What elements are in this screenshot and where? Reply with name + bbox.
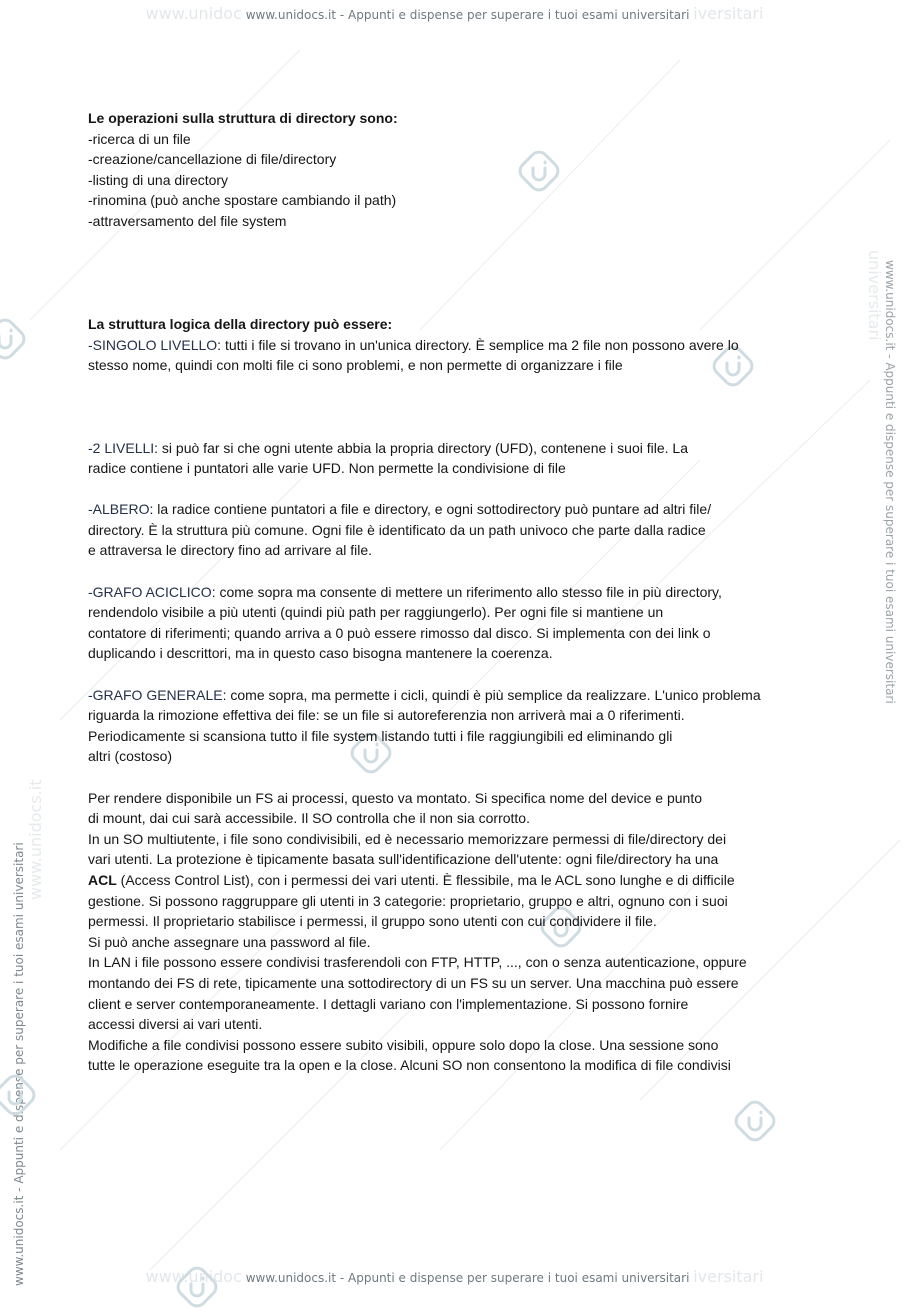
paragraph-text: directory. È la struttura più comune. Ogni file è identificato da un path univoco che parte dalla radice (88, 521, 706, 538)
paragraph-text: : come sopra ma consente di mettere un riferimento allo stesso file in più directory, (211, 583, 722, 600)
paragraph-text: altri (costoso) (88, 748, 173, 765)
watermark-side-left: www.unidocs.it - Appunti e dispense per superare i tuoi esami universitari (12, 842, 26, 1286)
term-label: -ALBERO (88, 501, 150, 518)
paragraph-text: contatore di riferimenti; quando arriva a 0 può essere rimosso dal disco. Si implementa con dei link o (88, 624, 711, 641)
term-label: -SINGOLO LIVELLO (88, 336, 218, 353)
watermark-side-right-ghost: universitari (865, 250, 884, 341)
unidocs-logo-icon (0, 318, 26, 360)
acl-term: ACL (88, 871, 117, 888)
list-item: -listing di una directory (88, 171, 229, 188)
list-item: -rinomina (può anche spostare cambiando il path) (88, 192, 397, 209)
list-item: -creazione/cancellazione di file/directory (88, 151, 337, 168)
unidocs-logo-icon (734, 1100, 776, 1142)
term-label: -2 LIVELLI (88, 439, 155, 456)
list-item: -attraversamento del file system (88, 212, 287, 229)
paragraph-text: : si può far si che ogni utente abbia la propria directory (UFD), contenene i suoi file. La (154, 439, 688, 456)
paragraph-text: radice contiene i puntatori alle varie UFD. Non permette la condivisione di file (88, 460, 566, 477)
paragraph-due-livelli (88, 438, 818, 479)
term-label: -GRAFO GENERALE (88, 686, 223, 703)
watermark-side-left-ghost: www.unidocs.it (26, 779, 45, 900)
paragraph-text: stesso nome, quindi con molti file ci sono problemi, e non permette di organizzare i file (88, 357, 623, 374)
paragraph-text: duplicando i descrittori, ma in questo caso bisogna mantenere la coerenza. (88, 645, 553, 662)
paragraph-grafo-aciclico (88, 582, 818, 664)
paragraph-text: di mount, dai cui sarà accessibile. Il SO controlla che il non sia corrotto. (88, 810, 530, 827)
document-body (88, 108, 818, 1076)
paragraph-text: riguarda la rimozione effettiva dei file: se un file si autoreferenzia non arriverà mai a 0 riferimenti. (88, 707, 685, 724)
paragraph-text: permessi. Il proprietario stabilisce i permessi, il gruppo sono utenti con cui condividere il file. (88, 913, 657, 930)
paragraph-text: Modifiche a file condivisi possono essere subito visibili, oppure solo dopo la close. Una sessione sono (88, 1036, 719, 1053)
paragraph-text: vari utenti. La protezione è tipicamente basata sull'identificazione dell'utente: ogni file/directory ha una (88, 851, 719, 868)
paragraph-text: accessi diversi ai vari utenti. (88, 1016, 263, 1033)
paragraph-text: : tutti i file si trovano in un'unica directory. È semplice ma 2 file non possono avere lo (217, 336, 739, 353)
paragraph-text: Periodicamente si scansiona tutto il file system listando tutti i file raggiungibili ed eliminando gli (88, 727, 673, 744)
watermark-side-right: www.unidocs.it - Appunti e dispense per superare i tuoi esami universitari (883, 260, 897, 704)
watermark-header: www.unidoc www.unidocs.it - Appunti e dispense per superare i tuoi esami universitari iversitari (145, 4, 764, 23)
section-heading: La struttura logica della directory può essere: (88, 315, 393, 332)
paragraph-text: tutte le operazione eseguite tra la open e la close. Alcuni SO non consentono la modifica di file condivisi (88, 1057, 731, 1074)
list-item: -ricerca di un file (88, 130, 191, 147)
unidocs-logo-icon (0, 1074, 36, 1116)
paragraph-text: gestione. Si possono raggruppare gli utenti in 3 categorie: proprietario, gruppo e altri, ognuno con i suoi (88, 892, 728, 909)
section-directory-operations (88, 108, 818, 232)
watermark-footer: www.unidoc www.unidocs.it - Appunti e dispense per superare i tuoi esami universitari iversitari (145, 1267, 764, 1286)
paragraph-text: e attraversa le directory fino ad arrivare al file. (88, 542, 373, 559)
paragraph-text: Si può anche assegnare una password al file. (88, 933, 371, 950)
section-mount-and-sharing (88, 788, 818, 1076)
paragraph-text: : come sopra, ma permette i cicli, quindi è più semplice da realizzare. L'unico problema (222, 686, 761, 703)
term-label: -GRAFO ACICLICO (88, 583, 212, 600)
paragraph-text: In LAN i file possono essere condivisi trasferendoli con FTP, HTTP, ..., con o senza autenticazione, oppure (88, 954, 747, 971)
paragraph-text: In un SO multiutente, i file sono condivisibili, ed è necessario memorizzare permessi di file/directory dei (88, 830, 727, 847)
paragraph-singolo-livello (88, 335, 818, 376)
section-heading: Le operazioni sulla struttura di directory sono: (88, 110, 398, 126)
section-logical-structure (88, 314, 818, 767)
paragraph-text: rendendolo visibile a più utenti (quindi più path per raggiungerlo). Per ogni file si mantiene un (88, 604, 664, 621)
paragraph-text: client e server contemporaneamente. I dettagli variano con l'implementazione. Si possono fornire (88, 995, 689, 1012)
paragraph-text: montando dei FS di rete, tipicamente una sottodirectory di un FS su un server. Una macchina può essere (88, 974, 739, 991)
paragraph-text: : la radice contiene puntatori a file e directory, e ogni sottodirectory può puntare ad altri file/ (149, 501, 712, 518)
paragraph-text: (Access Control List), con i permessi dei vari utenti. È flessibile, ma le ACL sono lunghe e di difficile (116, 871, 735, 888)
paragraph-grafo-generale (88, 685, 818, 767)
paragraph-text: Per rendere disponibile un FS ai processi, questo va montato. Si specifica nome del device e punto (88, 789, 703, 806)
unidocs-logo-icon (176, 1266, 218, 1308)
paragraph-albero (88, 499, 818, 561)
